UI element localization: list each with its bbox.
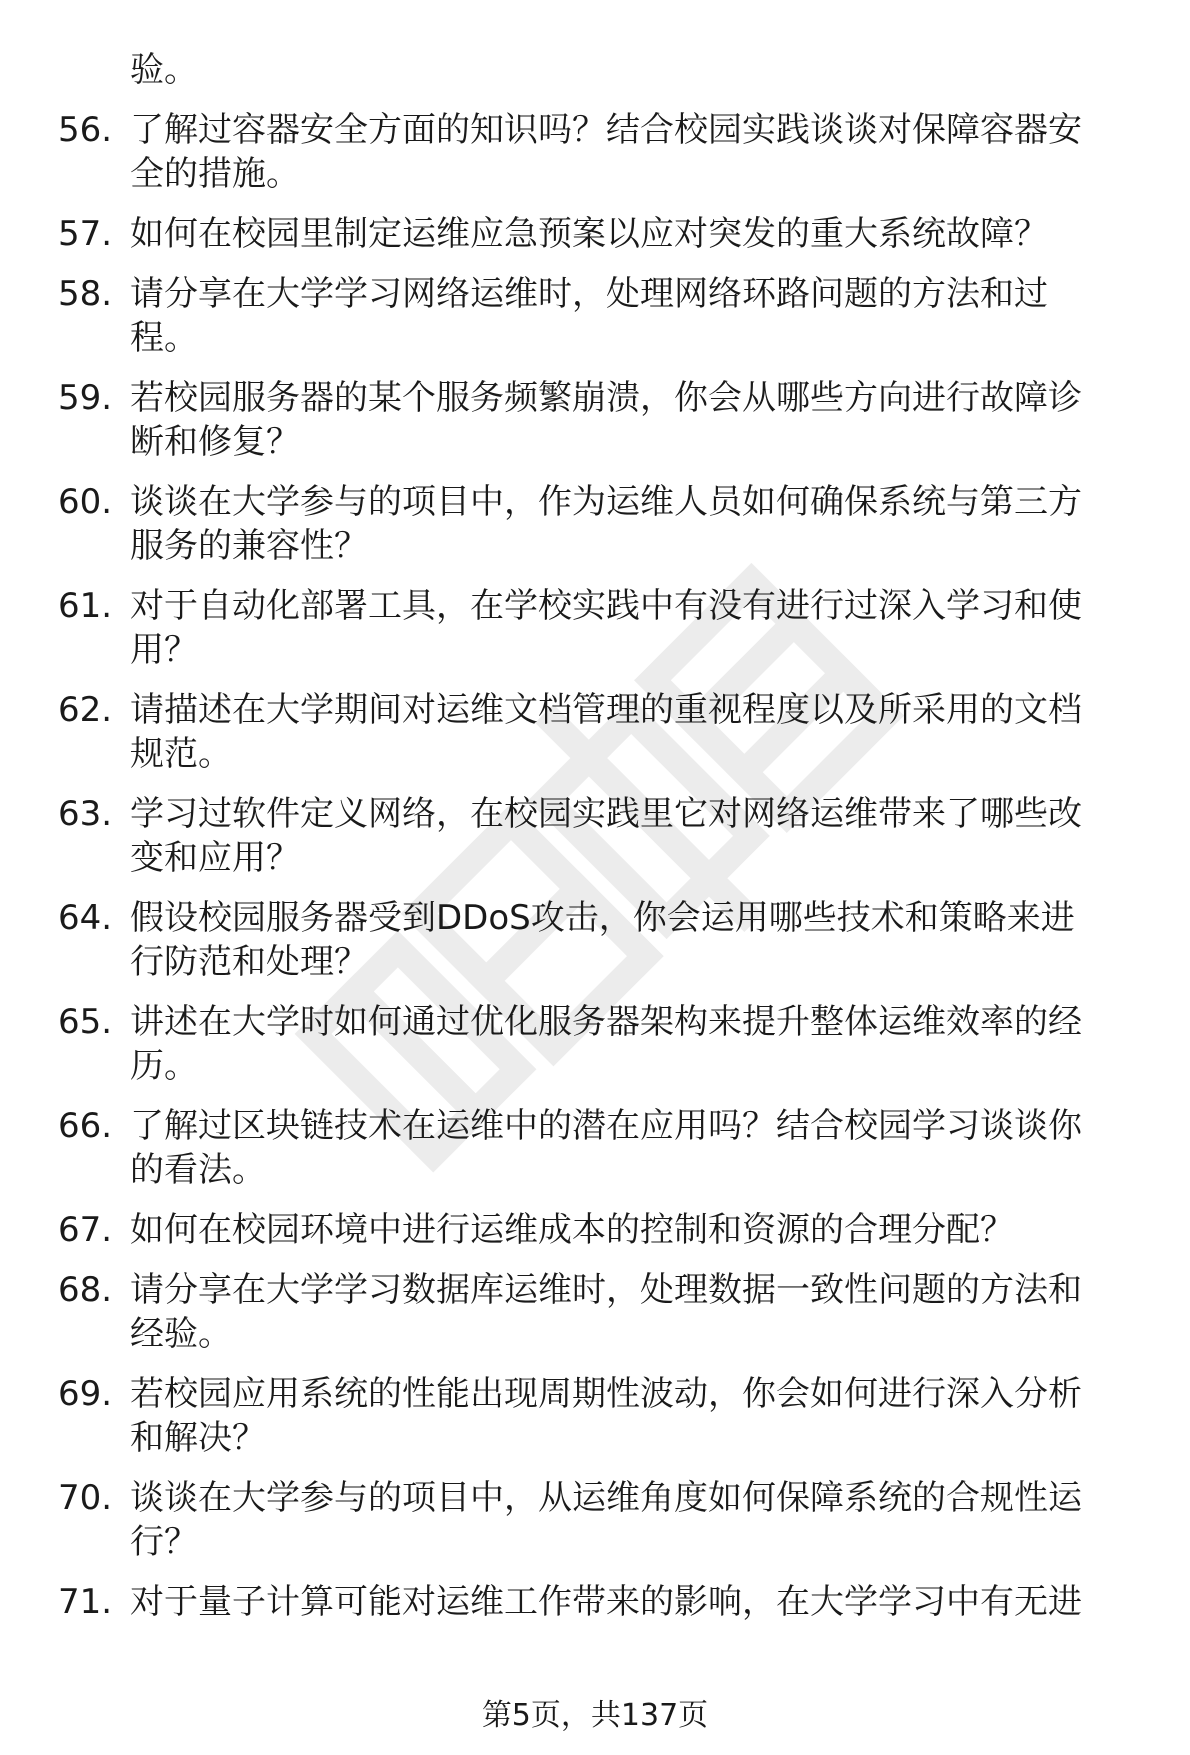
question-text-line: 规范。 [130,734,232,774]
question-text-line: 用？ [130,630,198,670]
question-item [58,584,1148,672]
question-text [130,896,1148,984]
question-text-line: 了解过容器安全方面的知识吗？结合校园实践谈谈对保障容器安 [130,110,1082,150]
question-text-line: 变和应用？ [130,838,300,878]
question-number: 58. [58,274,113,314]
question-number: 61. [58,586,113,626]
question-item [58,1372,1148,1460]
question-text-line: 了解过区块链技术在运维中的潜在应用吗？结合校园学习谈谈你 [130,1106,1082,1146]
question-text [130,376,1148,464]
question-number: 70. [58,1478,113,1518]
question-text-line: 谈谈在大学参与的项目中，从运维角度如何保障系统的合规性运 [130,1478,1082,1518]
question-text [130,1000,1148,1088]
question-text [130,1476,1148,1564]
question-text-line: 若校园服务器的某个服务频繁崩溃，你会从哪些方向进行故障诊 [130,378,1082,418]
question-text [130,1580,1148,1624]
question-item [58,1000,1148,1088]
question-number: 57. [58,214,113,254]
question-text-line: 经验。 [130,1314,232,1354]
question-item [58,1580,1148,1624]
question-number: 64. [58,898,113,938]
question-text [130,1268,1148,1356]
question-text-line: 请描述在大学期间对运维文档管理的重视程度以及所采用的文档 [130,690,1082,730]
question-text-line: 服务的兼容性？ [130,526,368,566]
question-number: 66. [58,1106,113,1146]
question-item [58,376,1148,464]
question-text [130,1372,1148,1460]
question-item [58,1476,1148,1564]
question-text-line: 请分享在大学学习网络运维时，处理网络环路问题的方法和过 [130,274,1048,314]
question-text [130,1208,1148,1252]
question-text-line: 假设校园服务器受到DDoS攻击，你会运用哪些技术和策略来进 [130,898,1075,938]
question-number: 56. [58,110,113,150]
question-number: 59. [58,378,113,418]
question-text-line: 如何在校园里制定运维应急预案以应对突发的重大系统故障？ [130,214,1048,254]
question-text-line: 对于自动化部署工具，在学校实践中有没有进行过深入学习和使 [130,586,1082,626]
question-item [58,272,1148,360]
question-text [130,584,1148,672]
question-text-line: 全的措施。 [130,154,300,194]
question-item [58,896,1148,984]
question-item [58,1104,1148,1192]
question-text-line: 的看法。 [130,1150,266,1190]
questions-container [58,108,1148,1624]
question-text-line: 如何在校园环境中进行运维成本的控制和资源的合理分配？ [130,1210,1014,1250]
question-text [130,108,1148,196]
question-text-line: 若校园应用系统的性能出现周期性波动，你会如何进行深入分析 [130,1374,1082,1414]
question-text-line: 对于量子计算可能对运维工作带来的影响，在大学学习中有无进 [130,1582,1082,1622]
question-item [58,480,1148,568]
page-footer: 第5页，共137页 [481,1698,709,1733]
question-item [58,792,1148,880]
question-text [130,212,1148,256]
question-number: 60. [58,482,113,522]
question-item [58,212,1148,256]
question-list [58,48,1148,1640]
question-number: 69. [58,1374,113,1414]
question-text [130,792,1148,880]
question-text [130,480,1148,568]
question-text-line: 行防范和处理？ [130,942,368,982]
question-text-line: 请分享在大学学习数据库运维时，处理数据一致性问题的方法和 [130,1270,1082,1310]
question-number: 68. [58,1270,113,1310]
question-text-line: 谈谈在大学参与的项目中，作为运维人员如何确保系统与第三方 [130,482,1082,522]
question-number: 62. [58,690,113,730]
question-number: 67. [58,1210,113,1250]
question-text-line: 程。 [130,318,198,358]
question-text [130,1104,1148,1192]
question-text [130,272,1148,360]
question-text-line: 行？ [130,1522,198,1562]
question-number: 71. [58,1582,113,1622]
question-item [58,1208,1148,1252]
question-text-line: 断和修复？ [130,422,300,462]
question-number: 63. [58,794,113,834]
question-text-line: 讲述在大学时如何通过优化服务器架构来提升整体运维效率的经 [130,1002,1082,1042]
question-text-line: 学习过软件定义网络，在校园实践里它对网络运维带来了哪些改 [130,794,1082,834]
question-item [58,688,1148,776]
question-item [58,108,1148,196]
question-item [58,1268,1148,1356]
question-text-line: 历。 [130,1046,198,1086]
question-text [130,688,1148,776]
question-number: 65. [58,1002,113,1042]
continuation-text: 验。 [130,50,198,90]
question-text-line: 和解决？ [130,1418,266,1458]
